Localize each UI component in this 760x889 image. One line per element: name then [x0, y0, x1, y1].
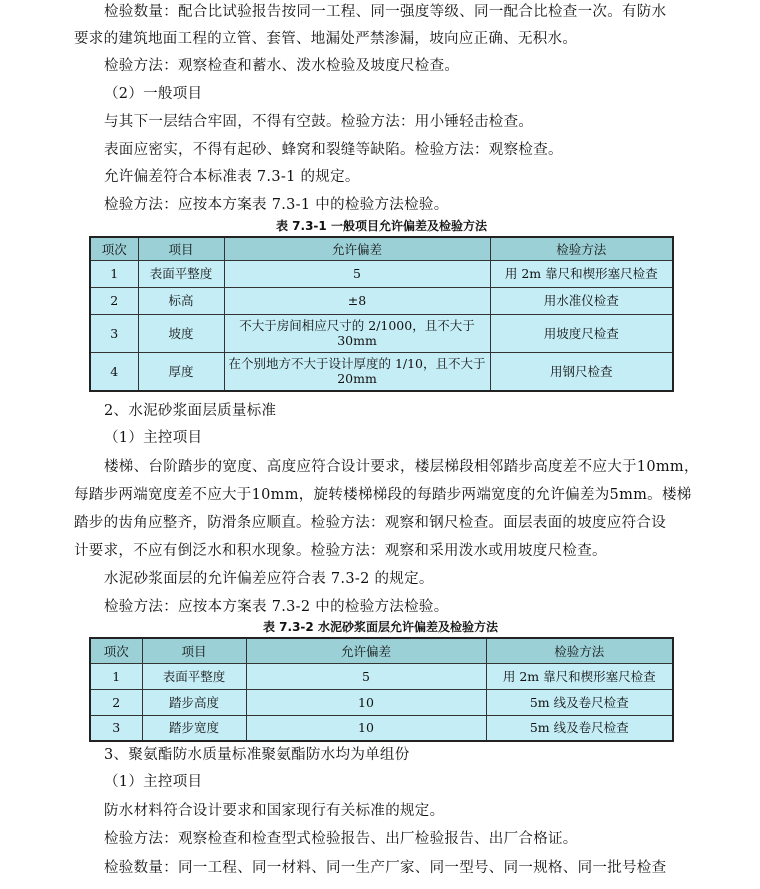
- subsection-heading: （2）一般项目: [104, 86, 203, 102]
- tolerance-table-2: [89, 637, 674, 742]
- column-header: 检验方法: [486, 638, 673, 663]
- table-row: [90, 689, 673, 715]
- paragraph-line: 检验数量：配合比试验报告按同一工程、同一强度等级、同一配合比检查一次。有防水: [104, 4, 667, 20]
- table-cell: 厚度: [138, 352, 224, 391]
- table-cell: 4: [90, 352, 138, 391]
- table-cell: 不大于房间相应尺寸的 2/1000，且不大于 30mm: [224, 314, 490, 352]
- table-row: [90, 352, 673, 391]
- table-row: [90, 314, 673, 352]
- column-header: 检验方法: [490, 237, 673, 260]
- table-row: [90, 663, 673, 689]
- section-heading: 2、水泥砂浆面层质量标准: [104, 403, 277, 419]
- table-cell: 坡度: [138, 314, 224, 352]
- table-row: [90, 287, 673, 314]
- table-cell: 用 2m 靠尺和楔形塞尺检查: [490, 260, 673, 287]
- column-header: 项目: [138, 237, 224, 260]
- table-cell: 5: [246, 663, 486, 689]
- table-cell: 2: [90, 689, 142, 715]
- table-cell: 5m 线及卷尺检查: [486, 715, 673, 741]
- paragraph-line: 楼梯、台阶踏步的宽度、高度应符合设计要求，楼层梯段相邻踏步高度差不应大于10mm，: [104, 459, 699, 475]
- table-header-row: [90, 638, 673, 663]
- paragraph-line: 每踏步两端宽度差不应大于10mm，旋转楼梯梯段的每踏步两端宽度的允许偏差为5mm。楼梯: [74, 487, 692, 503]
- column-header: 允许偏差: [246, 638, 486, 663]
- subsection-heading: （1）主控项目: [104, 774, 203, 790]
- table-cell: 用坡度尺检查: [490, 314, 673, 352]
- paragraph-line: 检验方法：应按本方案表 7.3-2 中的检验方法检验。: [104, 599, 449, 615]
- table-cell: 踏步宽度: [142, 715, 246, 741]
- column-header: 项次: [90, 237, 138, 260]
- table-caption: 表 7.3-2 水泥砂浆面层允许偏差及检验方法: [263, 620, 498, 634]
- paragraph-line: 检验方法：观察检查和检查型式检验报告、出厂检验报告、出厂合格证。: [104, 831, 578, 847]
- table-cell: ±8: [224, 287, 490, 314]
- table-cell: 在个别地方不大于设计厚度的 1/10，且不大于 20mm: [224, 352, 490, 391]
- paragraph-line: 检验方法：应按本方案表 7.3-1 中的检验方法检验。: [104, 197, 449, 213]
- table-cell: 3: [90, 314, 138, 352]
- column-header: 项次: [90, 638, 142, 663]
- table-cell: 用钢尺检查: [490, 352, 673, 391]
- table-row: [90, 260, 673, 287]
- tolerance-table-1: [89, 236, 674, 392]
- table-cell: 10: [246, 715, 486, 741]
- table-cell: 标高: [138, 287, 224, 314]
- paragraph-line: 踏步的齿角应整齐，防滑条应顺直。检验方法：观察和钢尺检查。面层表面的坡度应符合设: [74, 515, 666, 531]
- table-cell: 踏步高度: [142, 689, 246, 715]
- paragraph-line: 允许偏差符合本标准表 7.3-1 的规定。: [104, 169, 360, 185]
- table-header-row: [90, 237, 673, 260]
- table-cell: 5: [224, 260, 490, 287]
- column-header: 项目: [142, 638, 246, 663]
- subsection-heading: （1）主控项目: [104, 430, 203, 446]
- paragraph-line: 表面应密实，不得有起砂、蜂窝和裂缝等缺陷。检验方法：观察检查。: [104, 142, 563, 158]
- paragraph-line: 与其下一层结合牢固，不得有空鼓。检验方法：用小锤轻击检查。: [104, 114, 534, 130]
- table-cell: 3: [90, 715, 142, 741]
- paragraph-line: 计要求，不应有倒泛水和积水现象。检验方法：观察和采用泼水或用坡度尺检查。: [74, 543, 607, 559]
- paragraph-line: 防水材料符合设计要求和国家现行有关标准的规定。: [104, 803, 445, 819]
- table-caption: 表 7.3-1 一般项目允许偏差及检验方法: [276, 219, 487, 233]
- table-cell: 表面平整度: [138, 260, 224, 287]
- paragraph-line: 水泥砂浆面层的允许偏差应符合表 7.3-2 的规定。: [104, 571, 434, 587]
- table-row: [90, 715, 673, 741]
- section-heading: 3、聚氨酯防水质量标准聚氨酯防水均为单组份: [104, 747, 410, 763]
- table-cell: 表面平整度: [142, 663, 246, 689]
- table-cell: 2: [90, 287, 138, 314]
- table-cell: 用水准仪检查: [490, 287, 673, 314]
- table-cell: 5m 线及卷尺检查: [486, 689, 673, 715]
- table-cell: 1: [90, 260, 138, 287]
- paragraph-line: 检验方法：观察检查和蓄水、泼水检验及坡度尺检查。: [104, 58, 460, 74]
- table-cell: 10: [246, 689, 486, 715]
- table-cell: 用 2m 靠尺和楔形塞尺检查: [486, 663, 673, 689]
- paragraph-line: 检验数量：同一工程、同一材料、同一生产厂家、同一型号、同一规格、同一批号检查: [104, 860, 667, 876]
- paragraph-line: 要求的建筑地面工程的立管、套管、地漏处严禁渗漏，坡向应正确、无积水。: [74, 31, 578, 47]
- table-cell: 1: [90, 663, 142, 689]
- column-header: 允许偏差: [224, 237, 490, 260]
